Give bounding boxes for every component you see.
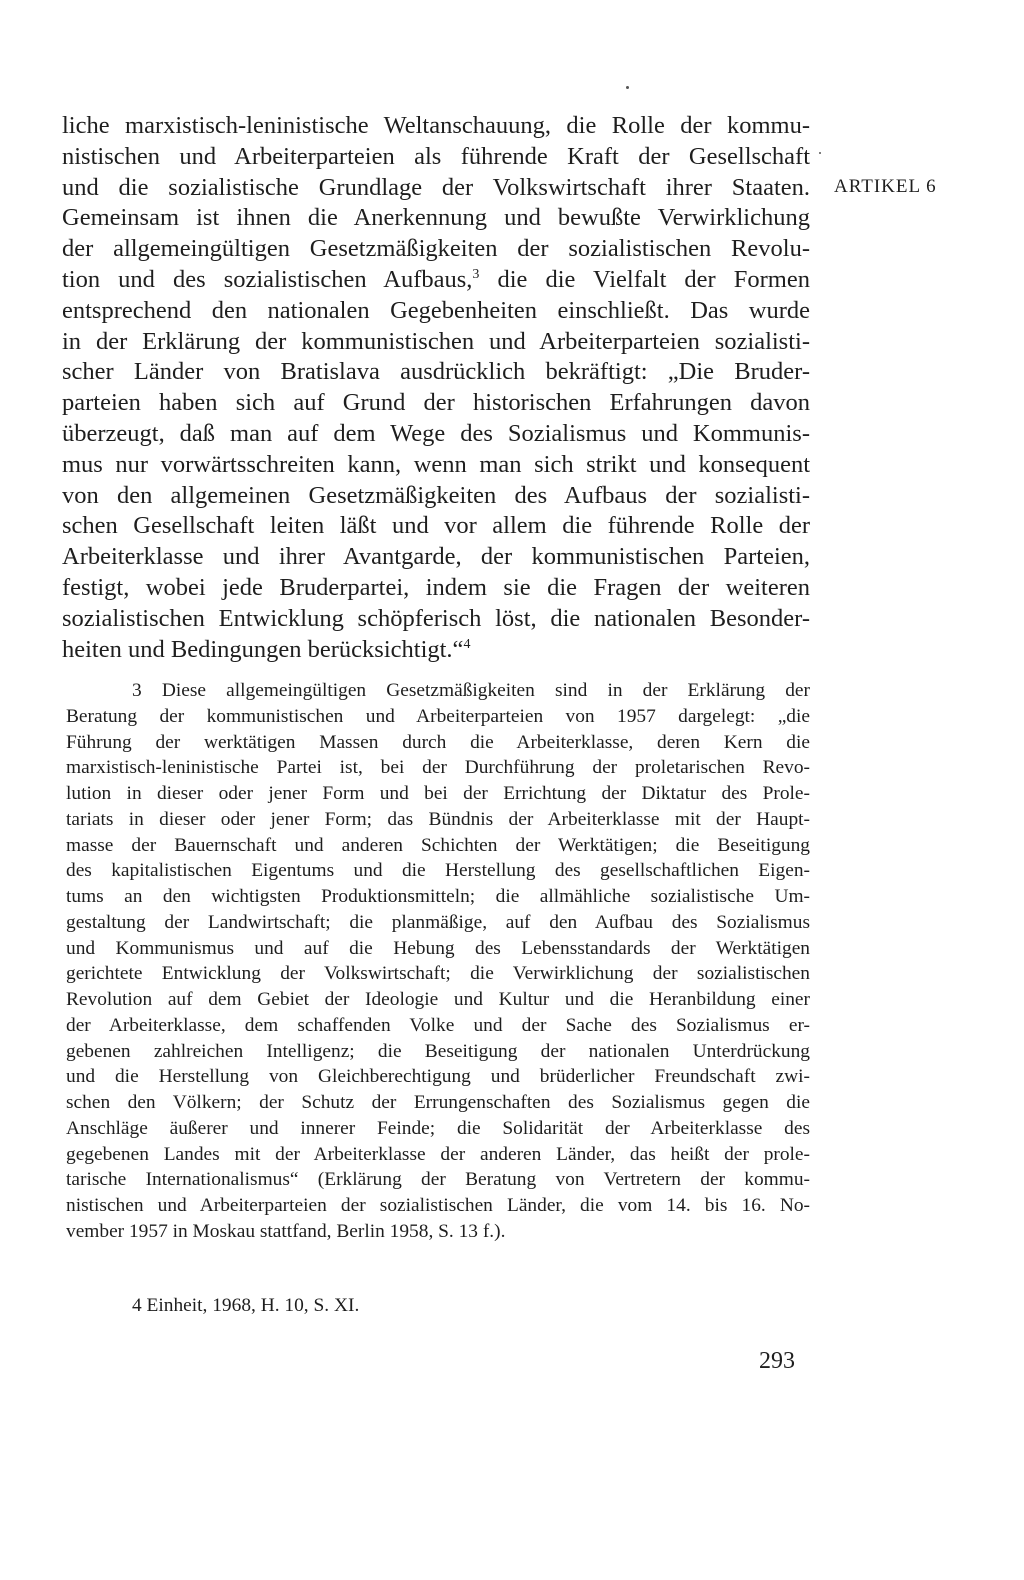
body-line: parteien haben sich auf Grund der historischen Erfahrungen davon — [62, 389, 810, 417]
body-line: überzeugt, daß man auf dem Wege des Sozialismus und Kommunis- — [62, 419, 810, 447]
footnote-line: tariats in dieser oder jener Form; das Bündnis der Arbeiterklasse mit der Haupt- — [66, 808, 810, 830]
body-line — [62, 265, 810, 296]
body-line: entsprechend den nationalen Gegebenheiten einschließt. Das wurde — [62, 296, 810, 324]
footnote-line: tums an den wichtigsten Produktionsmitteln; die allmähliche sozialistische Um- — [66, 886, 810, 907]
page-number: 293 — [759, 1348, 795, 1374]
footnote-line: gegebenen Landes mit der Arbeiterklasse der anderen Länder, das heißt der prole- — [66, 1143, 810, 1165]
body-line: schen Gesellschaft leiten läßt und vor allem die führende Rolle der — [62, 512, 810, 540]
footnote-line: nistischen und Arbeiterparteien der sozialistischen Länder, die vom 14. bis 16. No- — [66, 1195, 810, 1216]
footnote-line: vember 1957 in Moskau stattfand, Berlin 1958, S. 13 f.). — [66, 1220, 506, 1242]
body-line: und die sozialistische Grundlage der Volkswirtschaft ihrer Staaten. — [62, 173, 810, 201]
footnote-3 — [66, 678, 810, 1245]
footnote-line: der Arbeiterklasse, dem schaffenden Volke und der Sache des Sozialismus er- — [66, 1014, 810, 1036]
body-line: sozialistischen Entwicklung schöpferisch löst, die nationalen Besonder- — [62, 604, 810, 632]
body-line: der allgemeingültigen Gesetzmäßigkeiten der sozialistischen Revolu- — [62, 235, 810, 263]
footnote-line: und die Herstellung von Gleichberechtigung und brüderlicher Freundschaft zwi- — [66, 1066, 810, 1088]
footnote-line: marxistisch-leninistische Partei ist, bei der Durchführung der proletarischen Revo- — [66, 757, 810, 779]
body-line: liche marxistisch-leninistische Weltanschauung, die Rolle der kommu- — [62, 112, 810, 139]
body-line-text: die die Vielfalt der Formen — [479, 265, 810, 293]
footnote-line: gebenen zahlreichen Intelligenz; die Beseitigung der nationalen Unterdrückung — [66, 1040, 810, 1062]
body-line-text: heiten und Bedingungen berücksichtigt.“ — [62, 635, 464, 663]
footnote-line: und Kommunismus und auf die Hebung des Lebensstandards der Werktätigen — [66, 937, 810, 959]
body-line: mus nur vorwärtsschreiten kann, wenn man sich strikt und konsequent — [62, 450, 810, 478]
footnote-line: Anschläge äußerer und innerer Feinde; die Solidarität der Arbeiterklasse des — [66, 1117, 810, 1139]
footnote-line: Führung der werktätigen Massen durch die Arbeiterklasse, deren Kern die — [66, 731, 810, 753]
footnote-line: masse der Bauernschaft und anderen Schichten der Werktätigen; die Beseitigung — [66, 834, 810, 856]
footnote-line: gestaltung der Landwirtschaft; die planmäßige, auf den Aufbau des Sozialismus — [66, 911, 810, 933]
body-line: nistischen und Arbeiterparteien als führende Kraft der Gesellschaft — [62, 142, 810, 170]
body-line: festigt, wobei jede Bruderpartei, indem sie die Fragen der weiteren — [62, 573, 810, 601]
footnote-line: gerichtete Entwicklung der Volkswirtschaft; die Verwirklichung der sozialistischen — [66, 963, 810, 985]
footnote-line: Revolution auf dem Gebiet der Ideologie und Kultur und die Heranbildung einer — [66, 989, 810, 1010]
footnote-line: lution in dieser oder jener Form und bei der Errichtung der Diktatur des Prole- — [66, 783, 810, 804]
footnote-line: des kapitalistischen Eigentums und die Herstellung des gesellschaftlichen Eigen- — [66, 860, 810, 882]
body-line: von den allgemeinen Gesetzmäßigkeiten des Aufbaus der sozialisti- — [62, 481, 810, 509]
body-text — [62, 111, 810, 665]
margin-note-article: ARTIKEL 6 — [834, 176, 937, 197]
body-line — [62, 635, 810, 666]
footnote-4: 4 Einheit, 1968, H. 10, S. XI. — [132, 1295, 360, 1316]
footnote-line: 3 Diese allgemeingültigen Gesetzmäßigkeiten sind in der Erklärung der — [132, 680, 810, 701]
body-line: Gemeinsam ist ihnen die Anerkennung und bewußte Verwirklichung — [62, 204, 810, 232]
scan-speck — [819, 152, 821, 154]
body-line: in der Erklärung der kommunistischen und Arbeiterparteien sozialisti- — [62, 327, 810, 355]
footnote-ref-3[interactable]: 3 — [472, 266, 480, 282]
footnote-line: tarische Internationalismus“ (Erklärung der Beratung von Vertretern der kommu- — [66, 1169, 810, 1191]
footnote-line: schen den Völkern; der Schutz der Errungenschaften des Sozialismus gegen die — [66, 1092, 810, 1113]
footnote-line: Beratung der kommunistischen und Arbeiterparteien von 1957 dargelegt: „die — [66, 705, 810, 727]
scan-speck — [626, 86, 629, 89]
footnote-ref-4[interactable]: 4 — [463, 636, 471, 652]
body-line: scher Länder von Bratislava ausdrücklich bekräftigt: „Die Bruder- — [62, 358, 810, 386]
body-line: Arbeiterklasse und ihrer Avantgarde, der kommunistischen Parteien, — [62, 543, 810, 571]
body-line-text: tion und des sozialistischen Aufbaus, — [62, 265, 473, 293]
